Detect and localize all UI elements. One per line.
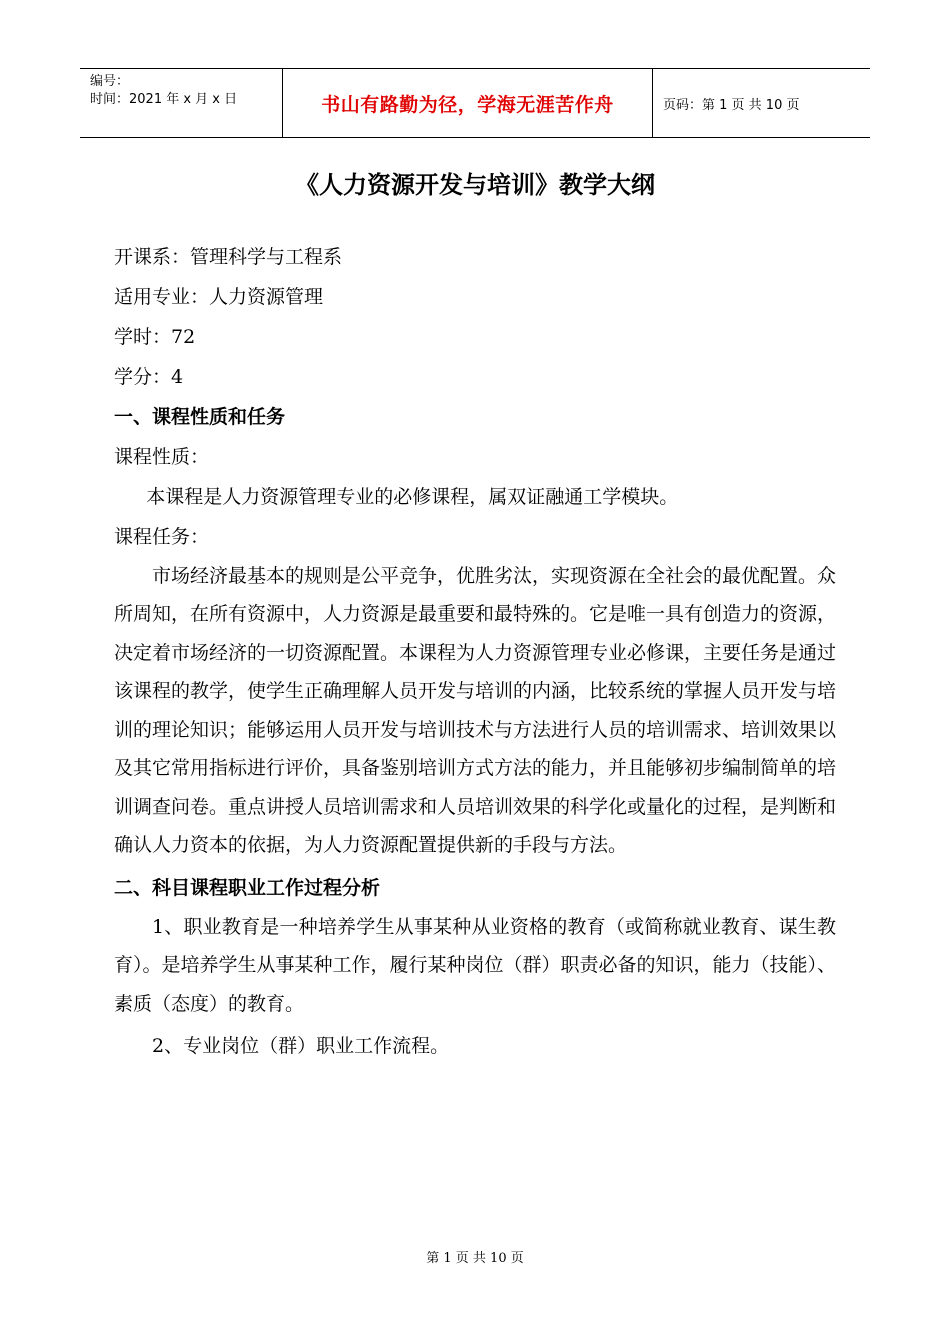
page-footer: 第 1 页 共 10 页 bbox=[426, 1251, 524, 1266]
course-task-label: 课程任务： bbox=[114, 526, 210, 548]
credits-line: 学分：4 bbox=[114, 366, 184, 388]
header-page-info: 页码：第 1 页 共 10 页 bbox=[663, 97, 800, 113]
department-line: 开课系：管理科学与工程系 bbox=[114, 246, 343, 268]
document-title: 《人力资源开发与培训》教学大纲 bbox=[295, 171, 655, 199]
course-nature-text: 本课程是人力资源管理专业的必修课程，属双证融通工学模块。 bbox=[146, 486, 679, 508]
course-task-text: 市场经济最基本的规则是公平竞争，优胜劣汰，实现资源在全社会的最优配置。众所周知，在所有资源中，人力资源是最重要和最特殊的。它是唯一具有创造力的资源，决定着市场经济的一切资源配置。本课程为人力资源管理专业必修课，主要任务是通过该课程的教学，使学生正确理解人员开发与培训的内涵，比较系统的掌握人员开发与培训的理论知识；能够运用人员开发与培训技术与方法进行人员的培训需求、培训效果以及其它常用指标进行评价，具备鉴别培训方式方法的能力，并且能够初步编制简单的培训调查问卷。重点讲授人员培训需求和人员培训效果的科学化或量化的过程，是判断和确认人力资本的依据，为人力资源配置提供新的手段与方法。 bbox=[114, 564, 837, 856]
section2-heading: 二、科目课程职业工作过程分析 bbox=[114, 876, 381, 899]
major-line: 适用专业：人力资源管理 bbox=[114, 286, 324, 308]
page-header bbox=[80, 68, 870, 138]
section1-heading: 一、课程性质和任务 bbox=[114, 406, 286, 428]
hours-line: 学时：72 bbox=[114, 326, 196, 348]
document-body bbox=[114, 237, 836, 1066]
header-meta bbox=[80, 69, 282, 137]
course-nature-label: 课程性质： bbox=[114, 446, 210, 468]
header-time-label: 时间：2021 年 x 月 x 日 bbox=[90, 92, 238, 107]
section2-item-2: 2、专业岗位（群）职业工作流程。 bbox=[152, 1035, 450, 1057]
section2-item-1: 1、职业教育是一种培养学生从事某种从业资格的教育（或简称就业教育、谋生教育）。是培养学生从事某种工作，履行某种岗位（群）职责必备的知识，能力（技能）、素质（态度）的教育。 bbox=[114, 915, 837, 1015]
header-motto: 书山有路勤为径，学海无涯苦作舟 bbox=[282, 69, 653, 137]
header-number-label: 编号： bbox=[90, 74, 130, 89]
